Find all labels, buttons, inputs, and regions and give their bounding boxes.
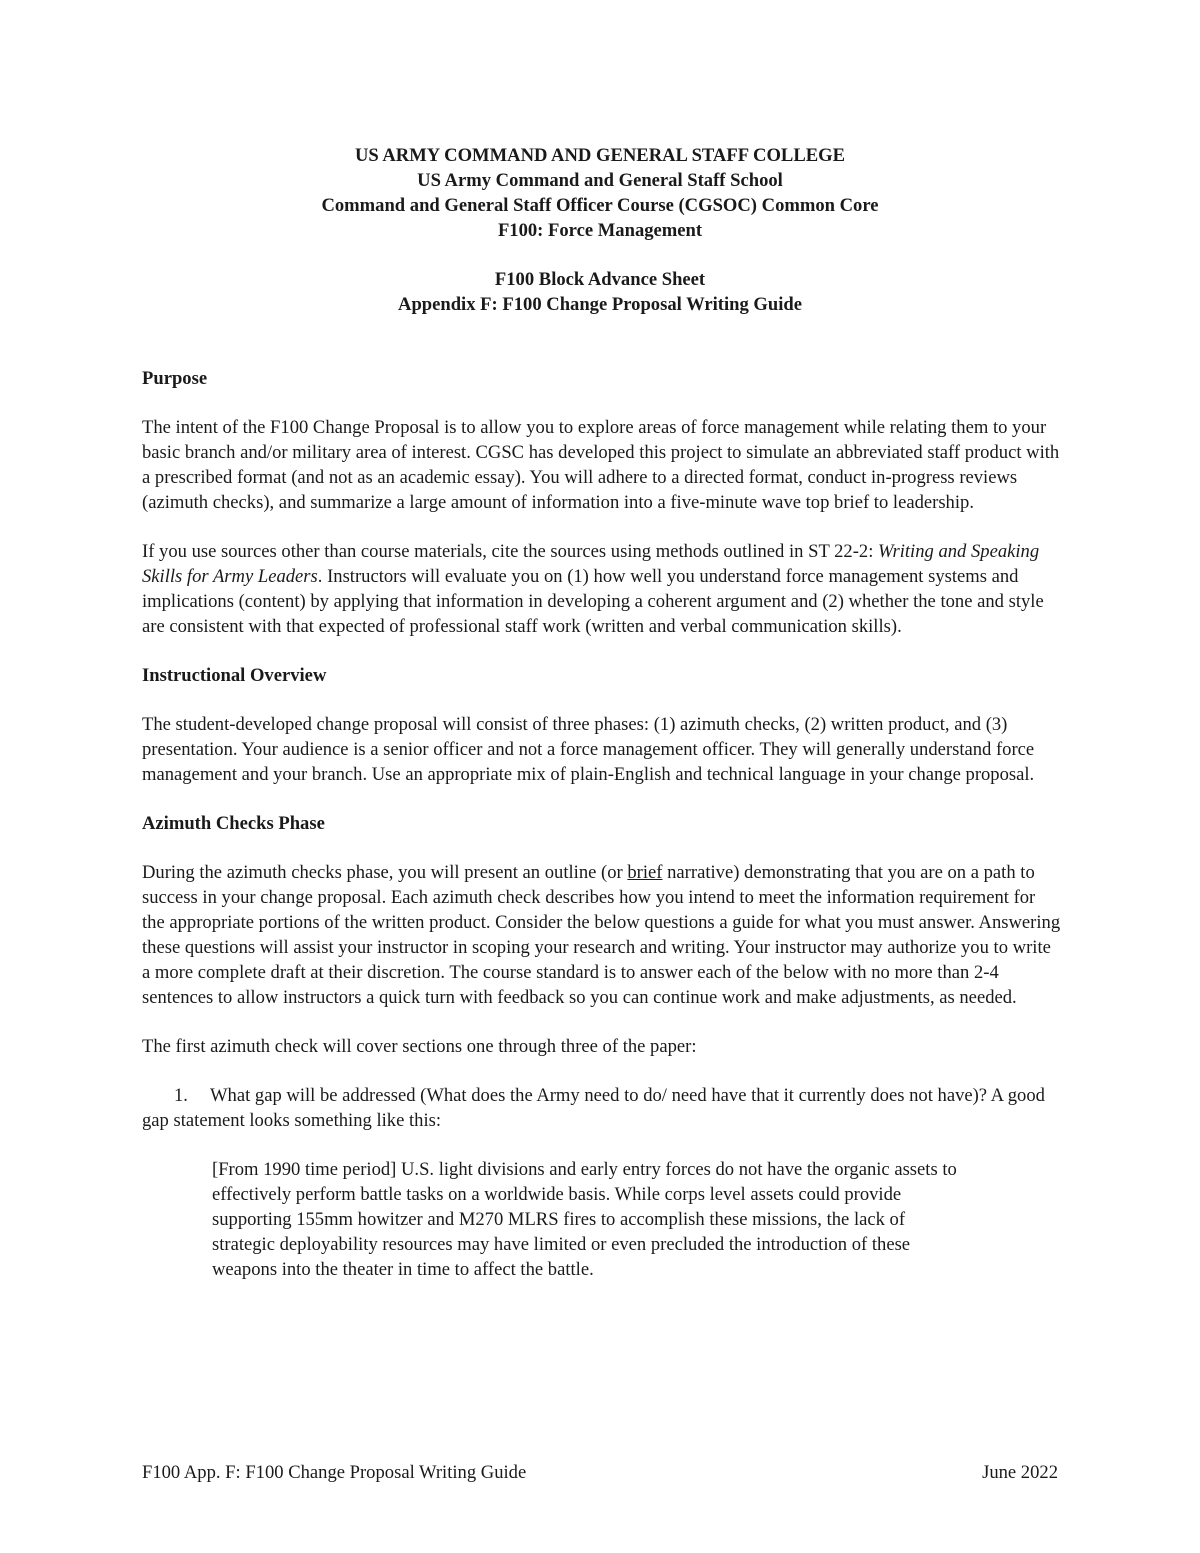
college-name: US ARMY COMMAND AND GENERAL STAFF COLLEGE <box>354 145 845 166</box>
azimuth-paragraph-2: The first azimuth check will cover sections one through three of the paper: <box>142 1036 697 1057</box>
appendix-title: Appendix F: F100 Change Proposal Writing Guide <box>398 294 802 315</box>
purpose-p2-end: . Instructors will evaluate you on (1) how well you understand force management systems and implications (content) by applying that information in developing a coherent argument and (2) whether the tone and style are consistent with that expected of professional staff work (written and verbal communication skills). <box>142 566 1044 637</box>
footer-date: June 2022 <box>982 1462 1058 1483</box>
module-name: F100: Force Management <box>497 220 703 241</box>
purpose-paragraph-2 <box>142 539 1062 639</box>
purpose-p2-start: If you use sources other than course materials, cite the sources using methods outlined in ST 22-2: <box>142 541 879 562</box>
header-spacer <box>0 243 1200 267</box>
list-item-text: What gap will be addressed (What does the Army need to do/ need have that it currently does not have)? A good gap statement looks something like this: <box>142 1085 1045 1131</box>
publication-title: Writing and Speaking Skills for Army Leaders <box>142 541 1040 587</box>
azimuth-heading: Azimuth Checks Phase <box>142 813 325 834</box>
sheet-title: F100 Block Advance Sheet <box>494 269 706 290</box>
azimuth-p1-end: narrative) demonstrating that you are on a path to success in your change proposal. Each azimuth check describes how you intend to meet the information requirement for the appropriate portions of the written product. Consider the below questions a guide for what you must answer. Answering these questions will assist your instructor in scoping your research and writing. Your instructor may authorize you to write a more complete draft at their discretion. The course standard is to answer each of the below with no more than 2-4 sentences to allow instructors a quick turn with feedback so you can continue work and make adjustments, as needed. <box>142 862 1061 1008</box>
document-body <box>142 366 1062 1282</box>
course-name: Command and General Staff Officer Course (CGSOC) Common Core <box>321 195 879 216</box>
list-item-number: 1. <box>174 1085 188 1106</box>
list-item <box>142 1083 1062 1133</box>
overview-paragraph: The student-developed change proposal will consist of three phases: (1) azimuth checks, (2) written product, and (3) presentation. Your audience is a senior officer and not a force management officer. They will generally understand force management and your branch. Use an appropriate mix of plain-English and technical language in your change proposal. <box>142 714 1035 785</box>
overview-heading: Instructional Overview <box>142 665 327 686</box>
underlined-word: brief <box>627 862 663 883</box>
purpose-heading: Purpose <box>142 368 208 389</box>
azimuth-p1-start: During the azimuth checks phase, you will present an outline (or <box>142 862 628 883</box>
page-footer <box>142 1460 1058 1485</box>
school-name: US Army Command and General Staff School <box>417 170 783 191</box>
purpose-paragraph-1: The intent of the F100 Change Proposal is to allow you to explore areas of force management while relating them to your basic branch and/or military area of interest. CGSC has developed this project to simulate an abbreviated staff product with a prescribed format (and not as an academic essay). You will adhere to a directed format, conduct in-progress reviews (azimuth checks), and summarize a large amount of information into a five-minute wave top brief to leadership. <box>142 417 1060 513</box>
gap-statement-example: [From 1990 time period] U.S. light divisions and early entry forces do not have the organic assets to effectively perform battle tasks on a worldwide basis. While corps level assets could provide supporting 155mm howitzer and M270 MLRS fires to accomplish these missions, the lack of strategic deployability resources may have limited or even precluded the introduction of these weapons into the theater in time to affect the battle. <box>212 1159 957 1280</box>
footer-document-title: F100 App. F: F100 Change Proposal Writing Guide <box>142 1462 527 1483</box>
azimuth-paragraph-1 <box>142 860 1062 1010</box>
document-header <box>0 143 1200 317</box>
